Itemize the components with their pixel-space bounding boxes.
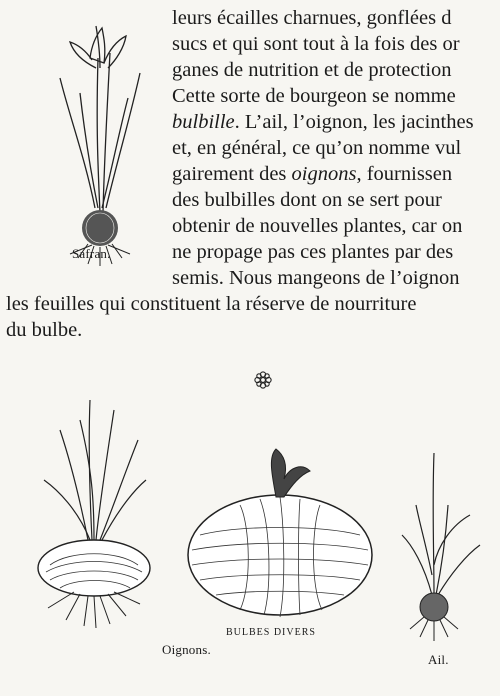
safran-illustration — [40, 18, 160, 268]
text-line: du bulbe. — [6, 319, 83, 341]
italic-term: oignons — [291, 163, 357, 185]
safran-caption: Safran. — [72, 246, 111, 261]
text-line-with-italic — [172, 162, 452, 186]
text-line: sucs et qui sont tout à la fois des or — [172, 33, 460, 55]
rosette-ornament-icon — [253, 370, 273, 394]
crocus-icon — [40, 18, 160, 268]
oignons-illustration — [30, 390, 160, 640]
large-onion-illustration — [180, 445, 380, 625]
text-line-with-italic — [172, 110, 474, 134]
ail-illustration — [390, 445, 495, 645]
text-line: obtenir de nouvelles plantes, car on — [172, 215, 463, 237]
oignons-caption: Oignons. — [162, 642, 211, 657]
text-line: leurs écailles charnues, gonflées d — [172, 7, 452, 29]
text-line: ne propage pas ces plantes par des — [172, 241, 454, 263]
ail-caption: Ail. — [428, 652, 449, 667]
text-line: semis. Nous mangeons de l’oignon — [172, 267, 460, 289]
onion-plant-icon — [30, 390, 160, 640]
garlic-plant-icon — [390, 445, 495, 645]
plate-title: BULBES DIVERS — [226, 627, 316, 638]
onion-bulb-icon — [180, 445, 380, 625]
text-line: les feuilles qui constituent la réserve de nourriture — [6, 293, 417, 315]
italic-term: bulbille — [172, 111, 235, 133]
text-fragment: gairement des — [172, 163, 292, 185]
text-line: et, en général, ce qu’on nomme vul — [172, 137, 462, 159]
text-line: Cette sorte de bourgeon se nomme — [172, 85, 456, 107]
text-fragment: . L’ail, l’oignon, les jacinthes — [234, 111, 474, 133]
text-fragment: , fournissen — [356, 163, 453, 185]
text-line: des bulbilles dont on se sert pour — [172, 189, 442, 211]
text-line: ganes de nutrition et de protection — [172, 59, 452, 81]
